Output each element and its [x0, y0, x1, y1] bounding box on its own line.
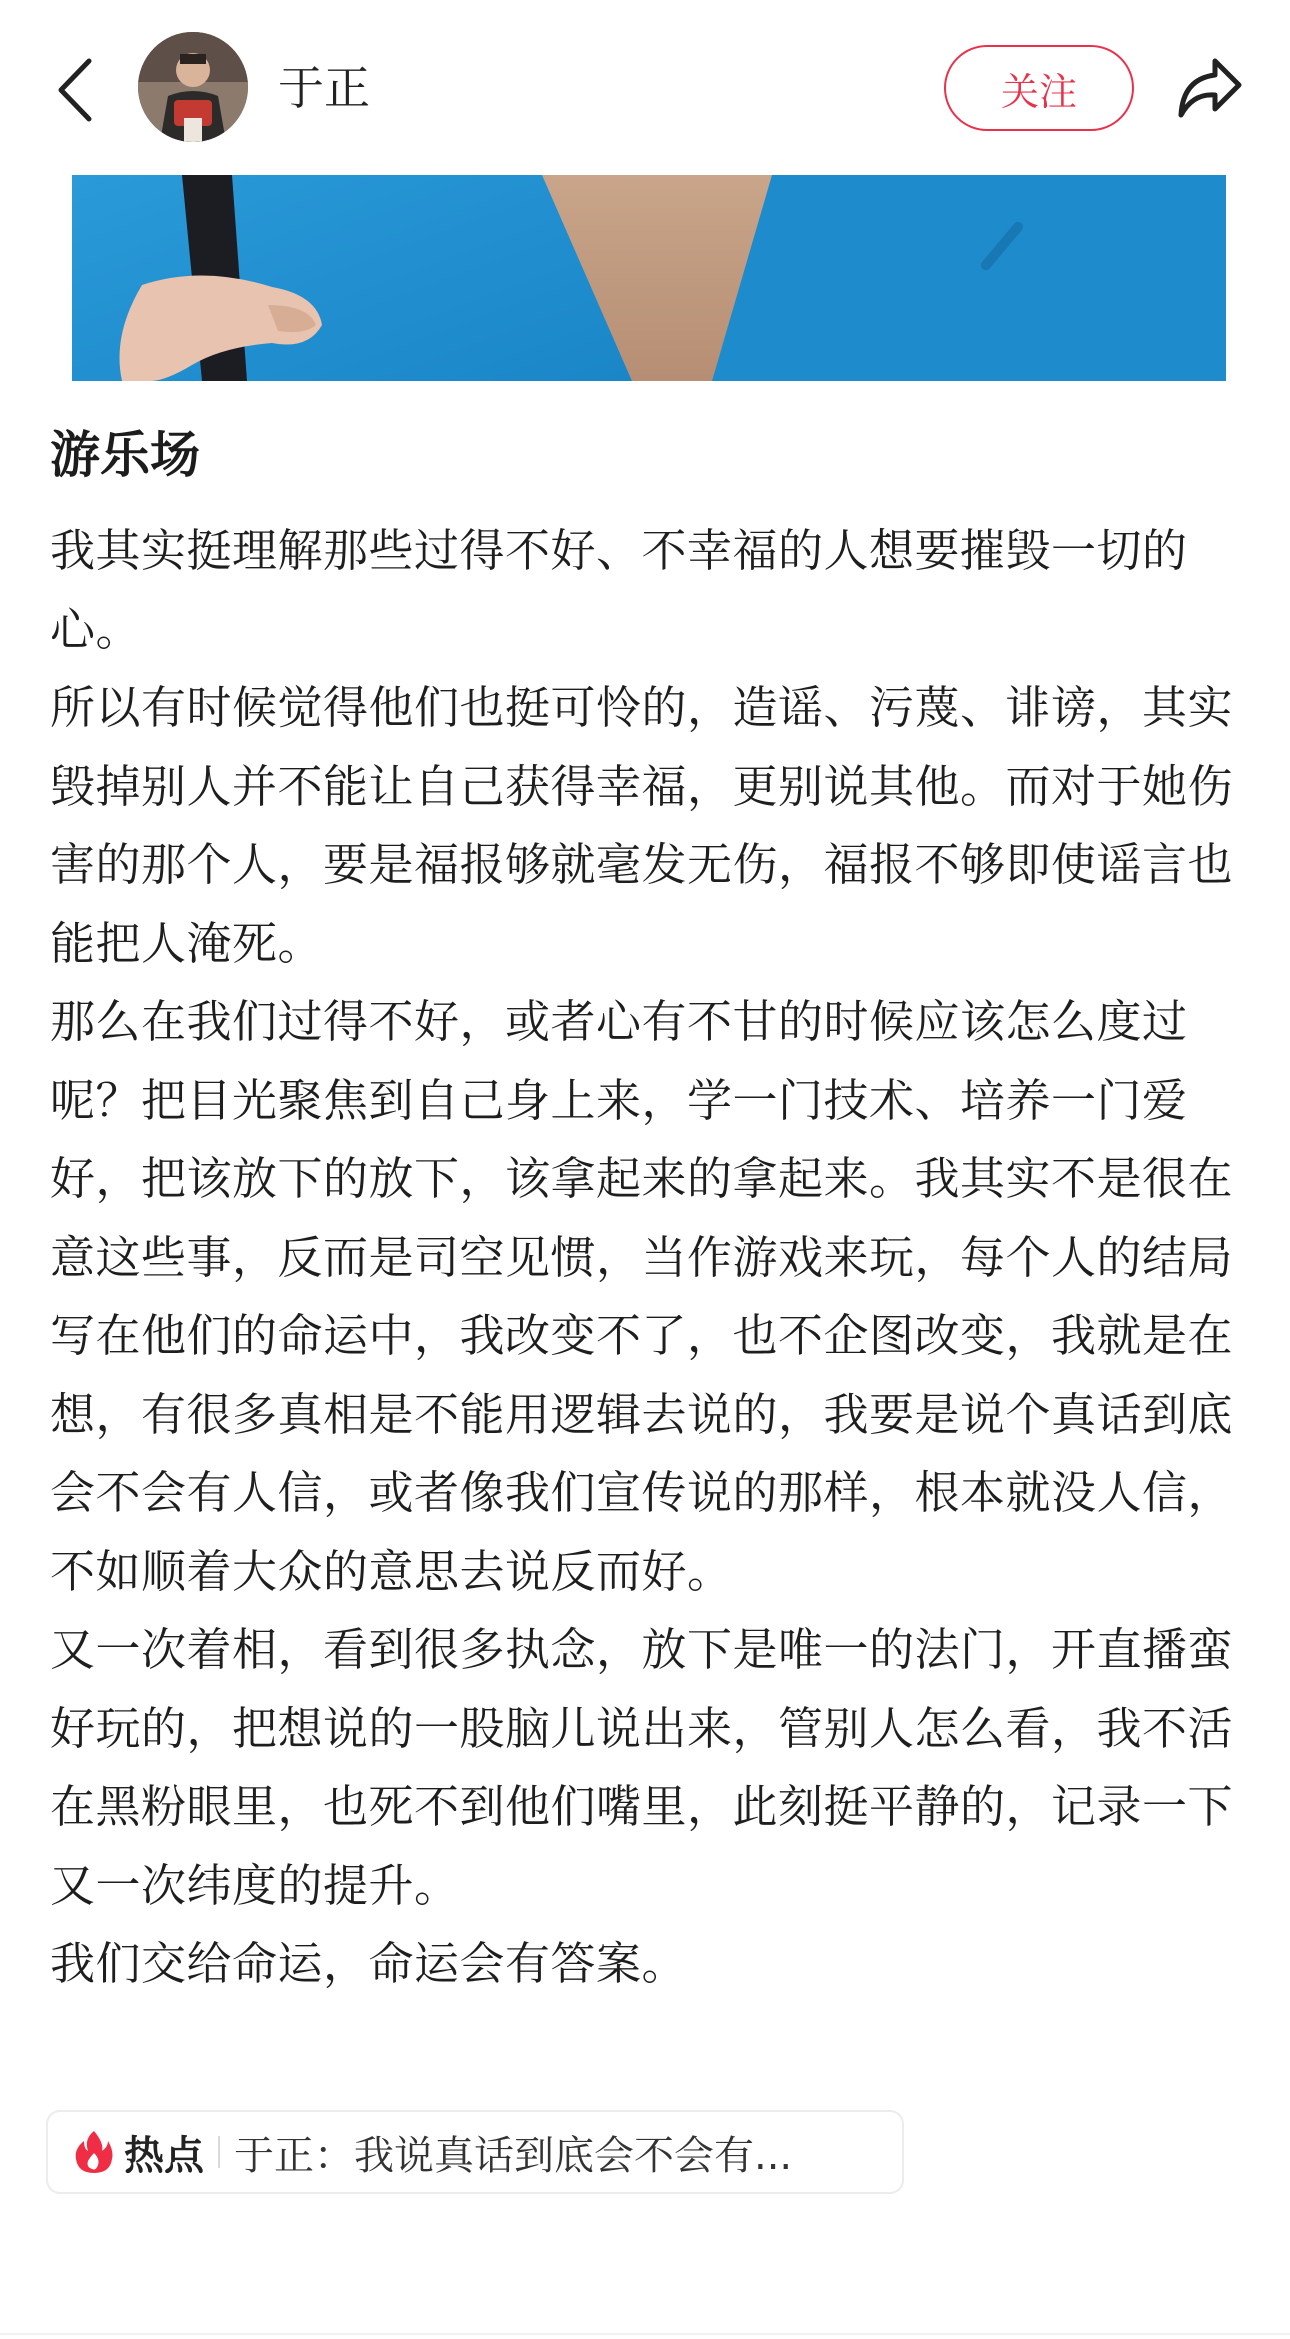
post-body [50, 512, 1240, 2004]
hot-topic-chip[interactable] [46, 2110, 904, 2194]
follow-button[interactable]: 关注 [944, 45, 1134, 131]
post-paragraph: 我其实挺理解那些过得不好、不幸福的人想要摧毁一切的心。 [50, 524, 1188, 656]
top-bar [0, 0, 1290, 175]
share-icon [1175, 55, 1245, 121]
post-image[interactable] [72, 175, 1226, 381]
post-paragraph: 那么在我们过得不好，或者心有不甘的时候应该怎么度过呢？把目光聚焦到自己身上来，学一门技术、培养一门爱好，把该放下的放下，该拿起来的拿起来。我其实不是很在意这些事，反而是司空见惯，当作游戏来玩，每个人的结局写在他们的命运中，我改变不了，也不企图改变，我就是在想，有很多真相是不能用逻辑去说的，我要是说个真话到底会不会有人信，或者像我们宣传说的那样，根本就没人信，不如顺着大众的意思去说反而好。 [50, 995, 1234, 1598]
post-paragraph: 所以有时候觉得他们也挺可怜的，造谣、污蔑、诽谤，其实毁掉别人并不能让自己获得幸福，更别说其他。而对于她伤害的那个人，要是福报够就毫发无伤，福报不够即使谣言也能把人淹死。 [50, 681, 1234, 970]
divider [218, 2136, 220, 2168]
back-button[interactable] [45, 50, 105, 130]
flame-icon [74, 2129, 114, 2175]
divider [0, 2333, 1290, 2335]
author-avatar[interactable] [138, 32, 248, 142]
post-paragraph: 又一次着相，看到很多执念，放下是唯一的法门，开直播蛮好玩的，把想说的一股脑儿说出来，管别人怎么看，我不活在黑粉眼里，也死不到他们嘴里，此刻挺平静的，记录一下又一次纬度的提升。 [50, 1623, 1234, 1912]
hot-topic-label: 热点 [124, 2132, 204, 2179]
share-button[interactable] [1172, 52, 1248, 124]
author-name[interactable]: 于正 [278, 61, 370, 115]
hot-topic-text: 于正：我说真话到底会不会有... [234, 2132, 793, 2179]
photo-shirt-image [72, 175, 1226, 381]
avatar-image [138, 32, 248, 142]
post-title: 游乐场 [50, 426, 200, 484]
post-paragraph: 我们交给命运，命运会有答案。 [50, 1937, 688, 1990]
chevron-left-icon [55, 57, 95, 123]
